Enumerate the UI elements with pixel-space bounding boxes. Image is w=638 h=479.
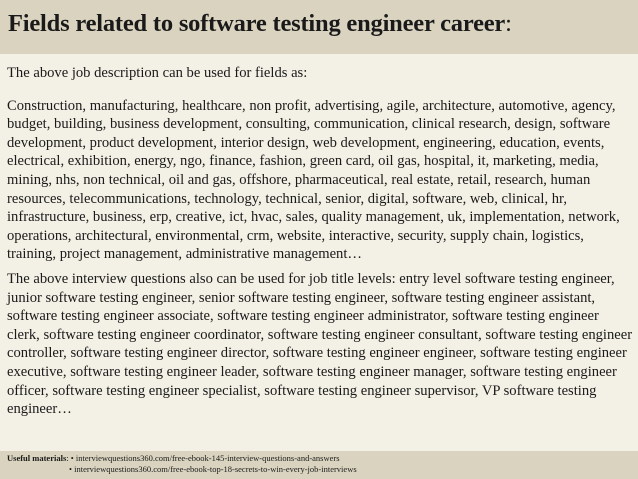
page-title-colon: : [505,10,512,37]
main-content [7,64,633,419]
footer-link-1[interactable]: interviewquestions360.com/free-ebook-145-interview-questions-and-answers [75,453,340,463]
footer-bar [0,451,638,479]
useful-materials [7,453,357,475]
title-bar [0,0,638,54]
intro-text: The above job description can be used for fields as: [7,65,308,81]
footer-separator: : [66,453,69,463]
footer-link-2[interactable]: interviewquestions360.com/free-ebook-top-18-secrets-to-win-every-job-interviews [74,464,357,474]
fields-paragraph: Construction, manufacturing, healthcare, non profit, advertising, agile, architecture, automotive, agency, budget, building, business development, consulting, communication, clinical research, design, software development, product development, interior design, web development, engineering, education, events, electrical, exhibition, energy, ngo, finance, fashion, green card, oil gas, hospital, it, marketing, media, mining, nhs, non technical, oil and gas, offshore, pharmaceutical, real estate, retail, research, human resources, telecommunications, technology, technical, senior, digital, software, web, clinical, hr, infrastructure, business, erp, creative, ict, hvac, sales, quality management, uk, implementation, network, operations, architectural, environmental, crm, website, interactive, security, supply chain, logistics, training, project management, administrative management… [7,97,620,263]
job-levels-paragraph: The above interview questions also can be used for job title levels: entry level software testing engineer, junior software testing engineer, senior software testing engineer, software testing engineer assistant, software testing engineer associate, software testing engineer administrator, software testing engineer clerk, software testing engineer coordinator, software testing engineer consultant, software testing engineer controller, software testing engineer director, software testing engineer engineer, software testing engineer executive, software testing engineer leader, software testing engineer manager, software testing engineer officer, software testing engineer specialist, software testing engineer supervisor, VP software testing engineer… [7,270,633,418]
page-title-text: Fields related to software testing engineer career [8,10,506,37]
footer-line-1 [7,453,357,464]
footer-label: Useful materials [7,453,67,463]
bullet-icon: • [69,464,72,474]
bullet-icon: • [70,453,74,463]
footer-line-2 [7,464,357,475]
page-title [8,10,512,38]
